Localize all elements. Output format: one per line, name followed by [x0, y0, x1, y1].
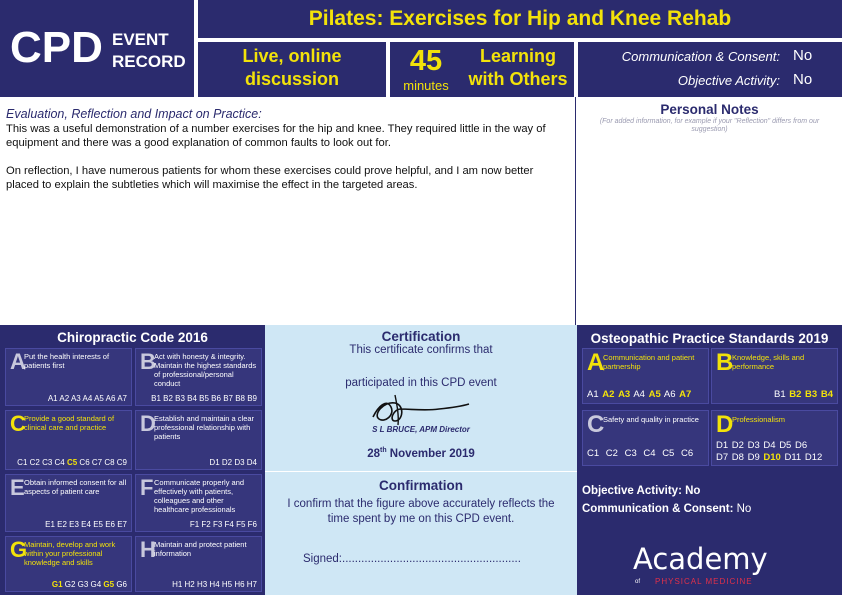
- certification-date: [265, 447, 577, 460]
- chiro-letter-g: G: [10, 537, 28, 562]
- cpd-label: CPD: [10, 23, 103, 72]
- chiro-letter-b: B: [140, 349, 156, 374]
- chiro-codes-g: [52, 580, 127, 589]
- osteo-codes-d-row1: [716, 440, 833, 451]
- osteo-code-d11: D11: [784, 452, 802, 463]
- comm-consent-value: No: [793, 47, 813, 64]
- osteo-code-d12: D12: [804, 452, 823, 463]
- reflection-paragraph-2: On reflection, I have numerous patients for whom these exercises could prove helpful, and I am now better placed to explain the subtleties which will maximise the effect in the targeted areas.: [6, 165, 534, 191]
- event-format: [198, 42, 388, 97]
- osteo-code-a3: A3: [618, 389, 631, 400]
- chiro-codes-e: E1 E2 E3 E4 E5 E6 E7: [45, 520, 127, 529]
- director-name: S L BRUCE, APM Director: [372, 425, 470, 434]
- event-duration: [390, 42, 462, 97]
- chiro-letter-e: E: [10, 475, 25, 500]
- osteo-code-d6: D6: [794, 440, 808, 451]
- osteopathic-standards-title: Osteopathic Practice Standards 2019: [590, 331, 829, 346]
- chiro-text-a: Put the health interests of patients first: [24, 352, 110, 370]
- chiro-codes-d: D1 D2 D3 D4: [209, 458, 257, 467]
- osteo-objective-activity: [582, 485, 700, 497]
- logo-of: of: [635, 579, 641, 585]
- event-title: Pilates: Exercises for Hip and Knee Rehab: [308, 7, 732, 30]
- certification-section: [265, 325, 577, 472]
- chiro-text-b: Act with honesty & integrity. Maintain the highest standards of professional/personal conduct: [154, 352, 257, 388]
- confirmation-text: I confirm that the figure above accurately reflects the time spent by me on this CPD event.: [287, 498, 555, 525]
- chiro-codes-g-mid: G2 G3 G4: [62, 580, 104, 589]
- record-label: RECORD: [112, 52, 186, 71]
- certification-subtitle: This certificate confirms that: [349, 344, 493, 356]
- event-type-line2: with Others: [468, 69, 568, 89]
- personal-notes-title: Personal Notes: [660, 102, 759, 117]
- chiro-standard-f: [135, 474, 262, 532]
- osteo-code-c2: C2: [605, 448, 618, 459]
- event-label: EVENT: [112, 30, 169, 49]
- chiro-letter-c: C: [10, 411, 26, 436]
- osteo-code-d10: D10: [763, 452, 781, 463]
- osteo-code-c3: C3: [624, 448, 637, 459]
- osteo-code-d9: D9: [747, 452, 760, 463]
- osteo-comm-value: No: [736, 503, 752, 515]
- osteo-code-d4: D4: [763, 440, 776, 451]
- chiro-codes-a: A1 A2 A3 A4 A5 A6 A7: [47, 394, 127, 403]
- confirmation-section: [265, 472, 577, 595]
- osteo-comm-label: Communication & Consent:: [582, 503, 734, 515]
- certification-title: Certification: [381, 329, 461, 344]
- osteo-code-a6: A6: [663, 389, 676, 400]
- chiro-text-c: Provide a good standard of clinical care and practice: [24, 414, 115, 432]
- osteo-text-d: Professionalism: [732, 415, 785, 424]
- event-format-line1: Live, online: [242, 46, 342, 66]
- personal-notes-hint: (For added information, for example if your "Reflection" differs from our suggestion): [599, 118, 820, 133]
- osteo-code-a4: A4: [633, 389, 645, 400]
- chiro-codes-c: [17, 458, 127, 467]
- osteo-codes-d-row2: [716, 452, 833, 463]
- reflection-title: Evaluation, Reflection and Impact on Practice:: [6, 107, 262, 121]
- chiro-standard-e: [5, 474, 132, 532]
- osteo-letter-a: A: [587, 349, 605, 376]
- objective-activity-value: No: [793, 71, 813, 88]
- academy-logo: [633, 542, 793, 587]
- osteo-standard-d: [711, 410, 838, 466]
- chiro-text-f: Communicate properly and effectively with patients, colleagues and other healthcare professionals: [154, 478, 245, 514]
- chiro-standard-b: [135, 348, 262, 406]
- osteo-code-b2: B2: [789, 389, 802, 400]
- signature-line[interactable]: Signed:........................................................: [303, 553, 521, 565]
- osteo-code-b3: B3: [805, 389, 818, 400]
- osteo-codes-a: [587, 389, 704, 400]
- osteo-code-d7: D7: [716, 452, 729, 463]
- chiro-codes-b: B1 B2 B3 B4 B5 B6 B7 B8 B9: [151, 394, 257, 403]
- chiropractic-code-title: Chiropractic Code 2016: [57, 330, 208, 345]
- chiro-standard-g: [5, 536, 132, 592]
- osteo-code-b1: B1: [773, 389, 786, 400]
- osteo-code-c1: C1: [587, 448, 600, 459]
- event-format-line2: discussion: [244, 69, 340, 89]
- osteo-text-b: Knowledge, skills and performance: [732, 353, 805, 371]
- event-type: [462, 42, 576, 97]
- osteo-letter-b: B: [716, 349, 734, 376]
- osteo-code-a1: A1: [587, 389, 599, 400]
- reflection-paragraph-1: This was a useful demonstration of a number exercises for the hip and knee. They required little in the way of equipment and there was a good explanation of common faults to look out for.: [6, 123, 546, 149]
- chiro-letter-f: F: [140, 475, 154, 500]
- chiro-code-g1: G1: [51, 580, 63, 589]
- chiro-text-d: Establish and maintain a clear professional relationship with patients: [154, 414, 255, 441]
- osteo-code-d1: D1: [716, 440, 729, 451]
- chiro-text-e: Obtain informed consent for all aspects of patient care: [24, 478, 127, 496]
- osteo-standard-c: [582, 410, 709, 466]
- osteo-text-c: Safety and quality in practice: [603, 415, 699, 424]
- chiro-standard-a: [5, 348, 132, 406]
- osteo-code-d5: D5: [779, 440, 792, 451]
- osteo-letter-d: D: [716, 411, 734, 438]
- confirmation-title: Confirmation: [379, 478, 463, 493]
- chiro-codes-f: F1 F2 F3 F4 F5 F6: [189, 520, 257, 529]
- osteo-code-c6: C6: [680, 448, 694, 459]
- osteo-code-a5: A5: [648, 389, 661, 400]
- osteo-objective-value: No: [685, 485, 701, 497]
- chiro-standard-h: [135, 536, 262, 592]
- chiro-codes-h: H1 H2 H3 H4 H5 H6 H7: [172, 580, 257, 589]
- osteo-code-d3: D3: [747, 440, 760, 451]
- osteo-code-c5: C5: [662, 448, 675, 459]
- chiro-letter-h: H: [140, 537, 156, 562]
- duration-unit: minutes: [403, 78, 449, 93]
- osteo-standard-a: [582, 348, 709, 404]
- osteo-code-c4: C4: [643, 448, 656, 459]
- chiro-text-h: Maintain and protect patient information: [154, 540, 247, 558]
- osteo-comm-consent: [582, 503, 751, 515]
- chiro-code-g5: G5: [103, 580, 115, 589]
- chiro-standard-d: [135, 410, 262, 470]
- osteo-code-a7: A7: [679, 389, 692, 400]
- chiro-text-g: Maintain, develop and work within your professional knowledge and skills: [24, 540, 116, 567]
- comm-consent-flag: [578, 45, 842, 69]
- osteopathic-standards-panel: [577, 325, 842, 595]
- date-rest: November 2019: [386, 447, 475, 460]
- chiro-codes-c-pre: C1 C2 C3 C4: [17, 458, 67, 467]
- logo-subtitle: PHYSICAL MEDICINE: [655, 577, 753, 586]
- chiro-code-c5: C5: [66, 458, 78, 467]
- date-day: 28: [367, 447, 380, 460]
- osteo-code-d2: D2: [731, 440, 744, 451]
- date-suffix: th: [379, 447, 387, 454]
- duration-value: 45: [409, 45, 443, 77]
- osteo-objective-label: Objective Activity:: [582, 485, 682, 497]
- logo-wordmark: Academy: [633, 542, 768, 576]
- comm-consent-label: Communication & Consent:: [621, 49, 780, 64]
- osteo-standard-b: [711, 348, 838, 404]
- osteo-codes-c: [587, 448, 704, 459]
- osteo-codes-b: [716, 389, 833, 400]
- event-flags: [578, 42, 842, 97]
- osteo-letter-c: C: [587, 411, 605, 438]
- cpd-event-record-badge: [0, 0, 196, 97]
- director-signature: [365, 387, 475, 429]
- objective-activity-label: Objective Activity:: [677, 73, 780, 88]
- osteo-code-b4: B4: [820, 389, 833, 400]
- osteo-text-a: Communication and patient partnership: [603, 353, 695, 371]
- chiro-codes-g-post: G6: [114, 580, 127, 589]
- certification-participated: participated in this CPD event: [345, 377, 497, 389]
- chiro-standard-c: [5, 410, 132, 470]
- osteo-code-d8: D8: [731, 452, 744, 463]
- chiro-letter-a: A: [10, 349, 26, 374]
- osteo-code-a2: A2: [602, 389, 615, 400]
- event-title-bar: [198, 0, 842, 40]
- chiropractic-code-panel: [0, 325, 265, 595]
- personal-notes-section[interactable]: [577, 97, 842, 325]
- chiro-codes-c-post: C6 C7 C8 C9: [77, 458, 127, 467]
- reflection-section: [0, 97, 576, 325]
- objective-activity-flag: [578, 69, 842, 93]
- chiro-letter-d: D: [140, 411, 156, 436]
- event-type-line1: Learning: [479, 46, 556, 66]
